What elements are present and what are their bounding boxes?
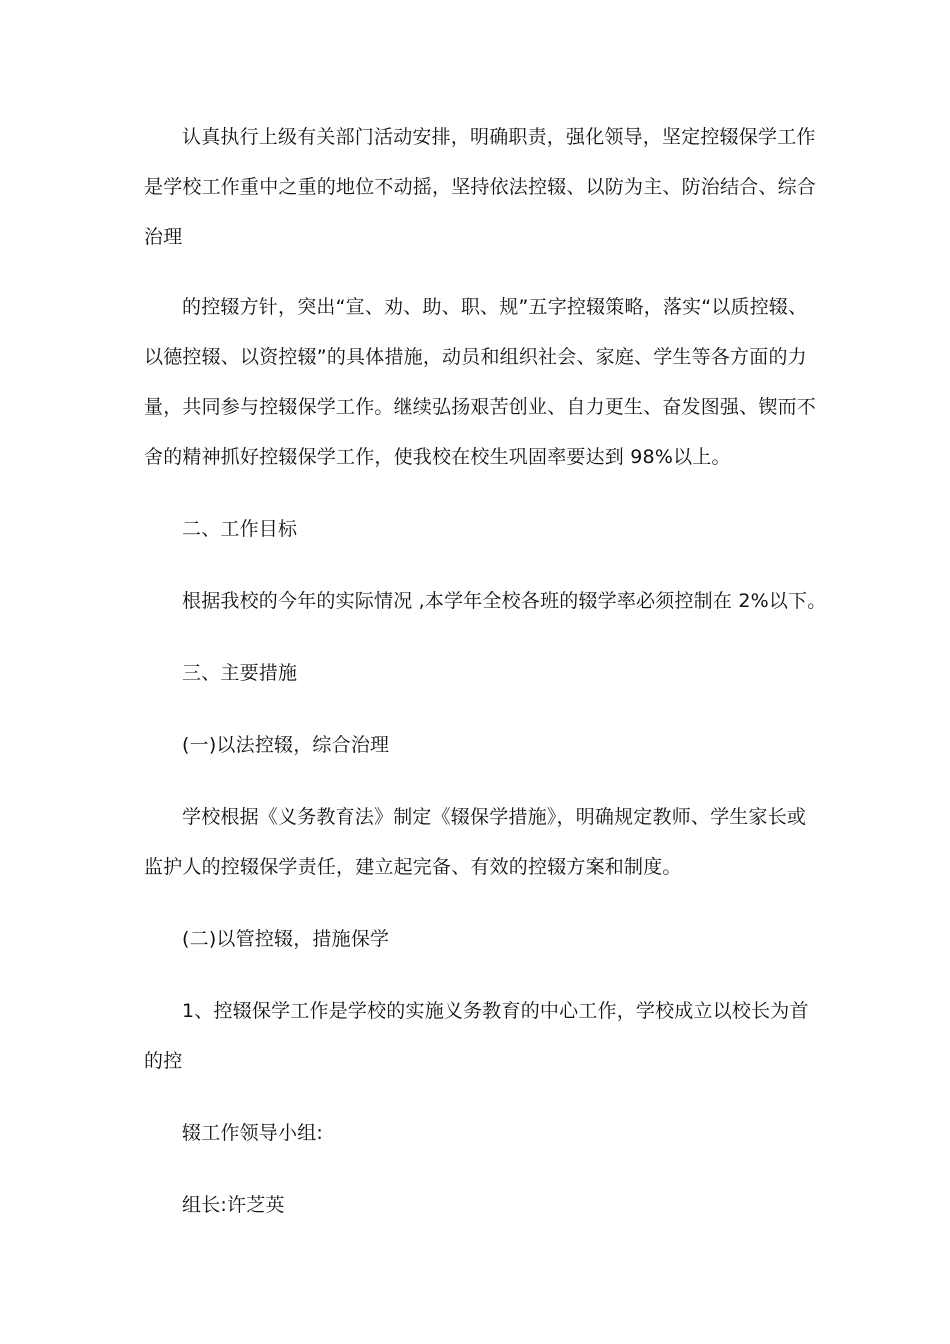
paragraph-line: 的控 — [144, 1050, 183, 1072]
paragraph-line: 认真执行上级有关部门活动安排，明确职责，强化领导，坚定控辍保学工作 — [182, 126, 816, 148]
paragraph-line: 辍工作领导小组: — [182, 1122, 324, 1144]
paragraph-line: 以德控辍、以资控辍”的具体措施，动员和组织社会、家庭、学生等各方面的力 — [144, 346, 807, 368]
paragraph-line: 量，共同参与控辍保学工作。继续弘扬艰苦创业、自力更生、奋发图强、锲而不 — [144, 396, 817, 418]
paragraph-line: 治理 — [144, 226, 183, 248]
paragraph-line: 监护人的控辍保学责任，建立起完备、有效的控辍方案和制度。 — [144, 856, 682, 878]
paragraph-line: 的控辍方针，突出“宣、劝、助、职、规”五字控辍策略，落实“以质控辍、 — [182, 296, 808, 318]
paragraph-line: 舍的精神抓好控辍保学工作，使我校在校生巩固率要达到 98%以上。 — [144, 446, 731, 468]
section-heading: 三、主要措施 — [182, 662, 298, 684]
section-heading: 二、工作目标 — [182, 518, 298, 540]
subsection-heading: (二)以管控辍，措施保学 — [182, 928, 390, 950]
paragraph-line: 学校根据《义务教育法》制定《辍保学措施》，明确规定教师、学生家长或 — [182, 806, 807, 828]
subsection-heading: (一)以法控辍，综合治理 — [182, 734, 390, 756]
paragraph-line: 1、控辍保学工作是学校的实施义务教育的中心工作，学校成立以校长为首 — [182, 1000, 809, 1022]
paragraph-line: 根据我校的今年的实际情况 ,本学年全校各班的辍学率必须控制在 2%以下。 — [182, 590, 827, 612]
paragraph-line: 是学校工作重中之重的地位不动摇，坚持依法控辍、以防为主、防治结合、综合 — [144, 176, 817, 198]
paragraph-line: 组长:许芝英 — [182, 1194, 285, 1216]
